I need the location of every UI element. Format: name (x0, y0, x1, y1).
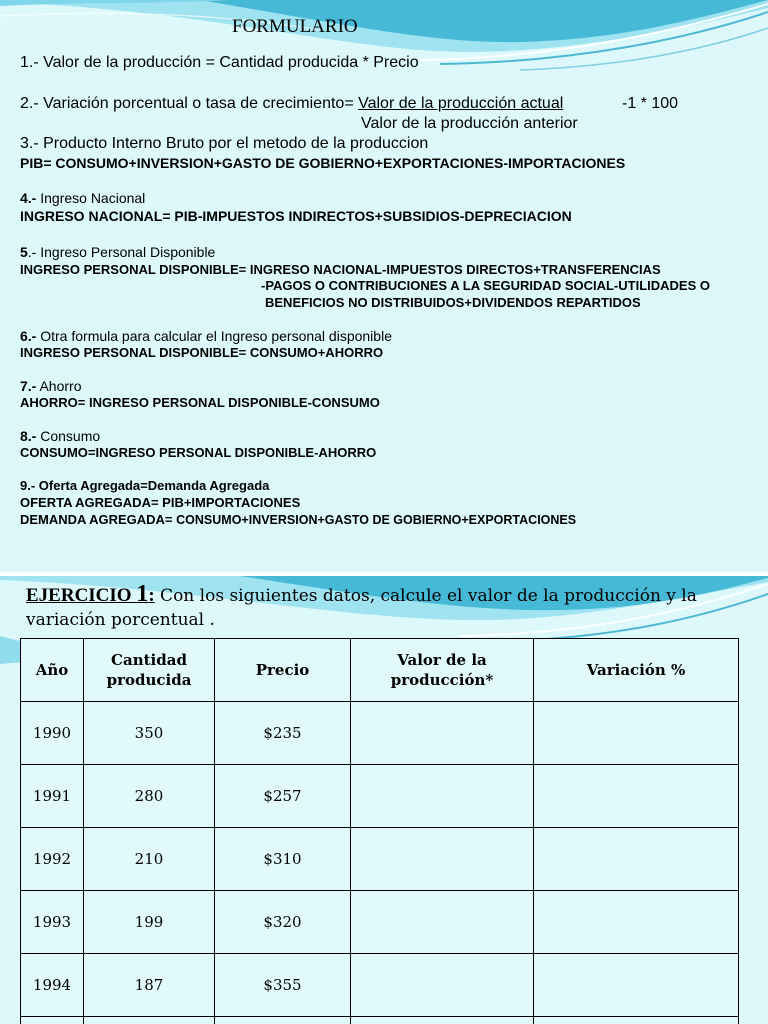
formula-5 (20, 244, 215, 260)
formula-2 (20, 95, 563, 113)
cell-production-value[interactable] (351, 828, 534, 891)
cell-production-value[interactable] (351, 954, 534, 1017)
exercise-heading (26, 582, 726, 632)
formula-5-equation-line-2: -PAGOS O CONTRIBUCIONES A LA SEGURIDAD SOCIAL-UTILIDADES O (261, 278, 710, 293)
formula-5-label: .- Ingreso Personal Disponible (27, 244, 216, 260)
formula-3-equation: PIB= CONSUMO+INVERSION+GASTO DE GOBIERNO+EXPORTACIONES-IMPORTACIONES (20, 155, 626, 171)
formula-6 (20, 328, 392, 344)
cell-quantity: 210 (84, 828, 215, 891)
formula-2-numerator: Valor de la producción actual (358, 95, 564, 112)
formula-7 (20, 378, 81, 394)
cell-quantity: 280 (84, 765, 215, 828)
cell-production-value[interactable] (351, 765, 534, 828)
cell-year: 1990 (21, 702, 84, 765)
cell-production-value[interactable] (351, 702, 534, 765)
table-row (21, 828, 739, 891)
formula-4-number: 4.- (20, 190, 37, 206)
formula-9-equation-2-rhs: CONSUMO+INVERSION+GASTO DE GOBIERNO+EXPORTACIONES (176, 513, 577, 527)
exercise-colon: : (148, 585, 155, 606)
table-row (21, 702, 739, 765)
formula-7-equation: AHORRO= INGRESO PERSONAL DISPONIBLE-CONSUMO (20, 395, 380, 410)
table-row (21, 954, 739, 1017)
formula-8-label: Consumo (36, 428, 101, 444)
cell-variation[interactable] (534, 765, 739, 828)
formula-4-label: Ingreso Nacional (36, 190, 146, 206)
exercise-text: Con los siguientes datos, calcule el valor de la producción y la variación porcentual . (26, 586, 697, 630)
cell-price: $235 (215, 702, 351, 765)
header-cell-quantity: Cantidad producida (84, 639, 215, 702)
formula-8-number: 8.- (20, 428, 37, 444)
formula-8 (20, 428, 100, 444)
header-cell-price: Precio (215, 639, 351, 702)
formula-2-prefix: 2.- Variación porcentual o tasa de crecimiento= (20, 95, 359, 112)
cell-price: $310 (215, 828, 351, 891)
table-header-row (21, 639, 739, 702)
cell-variation[interactable] (534, 954, 739, 1017)
table-row (21, 891, 739, 954)
formula-4 (20, 190, 145, 206)
formula-5-number: 5 (20, 244, 28, 260)
cell-production-value[interactable] (351, 1017, 534, 1024)
cell-quantity: 199 (84, 891, 215, 954)
cell-year (21, 1017, 84, 1024)
formula-6-number: 6.- (20, 328, 37, 344)
formula-2-suffix: -1 * 100 (622, 95, 679, 112)
cell-price: $355 (215, 954, 351, 1017)
formula-7-label: Ahorro (36, 378, 82, 394)
cell-variation[interactable] (534, 702, 739, 765)
formula-8-equation: CONSUMO=INGRESO PERSONAL DISPONIBLE-AHORRO (20, 445, 377, 460)
header-cell-year: Año (21, 639, 84, 702)
cell-quantity (84, 1017, 215, 1024)
cell-variation[interactable] (534, 828, 739, 891)
cell-variation[interactable] (534, 891, 739, 954)
table-row (21, 1017, 739, 1024)
formula-3: 3.- Producto Interno Bruto por el metodo de la produccion (20, 135, 429, 152)
formula-6-label: Otra formula para calcular el Ingreso personal disponible (36, 328, 392, 344)
cell-year: 1994 (21, 954, 84, 1017)
formula-9-equation-1: OFERTA AGREGADA= PIB+IMPORTACIONES (20, 495, 301, 510)
cell-price (215, 1017, 351, 1024)
exercise-table (20, 638, 739, 1024)
cell-production-value[interactable] (351, 891, 534, 954)
cell-price: $320 (215, 891, 351, 954)
formula-5-equation-line-1: INGRESO PERSONAL DISPONIBLE= INGRESO NACIONAL-IMPUESTOS DIRECTOS+TRANSFERENCIAS (20, 262, 661, 277)
header-cell-variation: Variación % (534, 639, 739, 702)
formula-9-equation-2-lhs: DEMANDA AGREGADA= (20, 512, 177, 527)
formula-5-equation-line-3: BENEFICIOS NO DISTRIBUIDOS+DIVIDENDOS REPARTIDOS (265, 295, 641, 310)
exercise-number: 1 (136, 581, 149, 607)
cell-quantity: 350 (84, 702, 215, 765)
cell-year: 1991 (21, 765, 84, 828)
formula-9-equation-2 (20, 512, 576, 527)
cell-year: 1993 (21, 891, 84, 954)
cell-price: $257 (215, 765, 351, 828)
formula-6-equation: INGRESO PERSONAL DISPONIBLE= CONSUMO+AHORRO (20, 345, 384, 360)
cell-year: 1992 (21, 828, 84, 891)
cell-quantity: 187 (84, 954, 215, 1017)
formula-7-number: 7.- (20, 378, 37, 394)
exercise-label-text: EJERCICIO (26, 585, 137, 606)
exercise-label (26, 581, 155, 607)
table-row (21, 765, 739, 828)
cell-variation[interactable] (534, 1017, 739, 1024)
formula-9: 9.- Oferta Agregada=Demanda Agregada (20, 478, 270, 493)
header-cell-production-value: Valor de la producción* (351, 639, 534, 702)
formula-4-equation: INGRESO NACIONAL= PIB-IMPUESTOS INDIRECTOS+SUBSIDIOS-DEPRECIACION (20, 208, 572, 224)
page-title: FORMULARIO (232, 16, 358, 37)
formula-2-denominator: Valor de la producción anterior (361, 115, 578, 132)
formula-1: 1.- Valor de la producción = Cantidad producida * Precio (20, 54, 419, 71)
